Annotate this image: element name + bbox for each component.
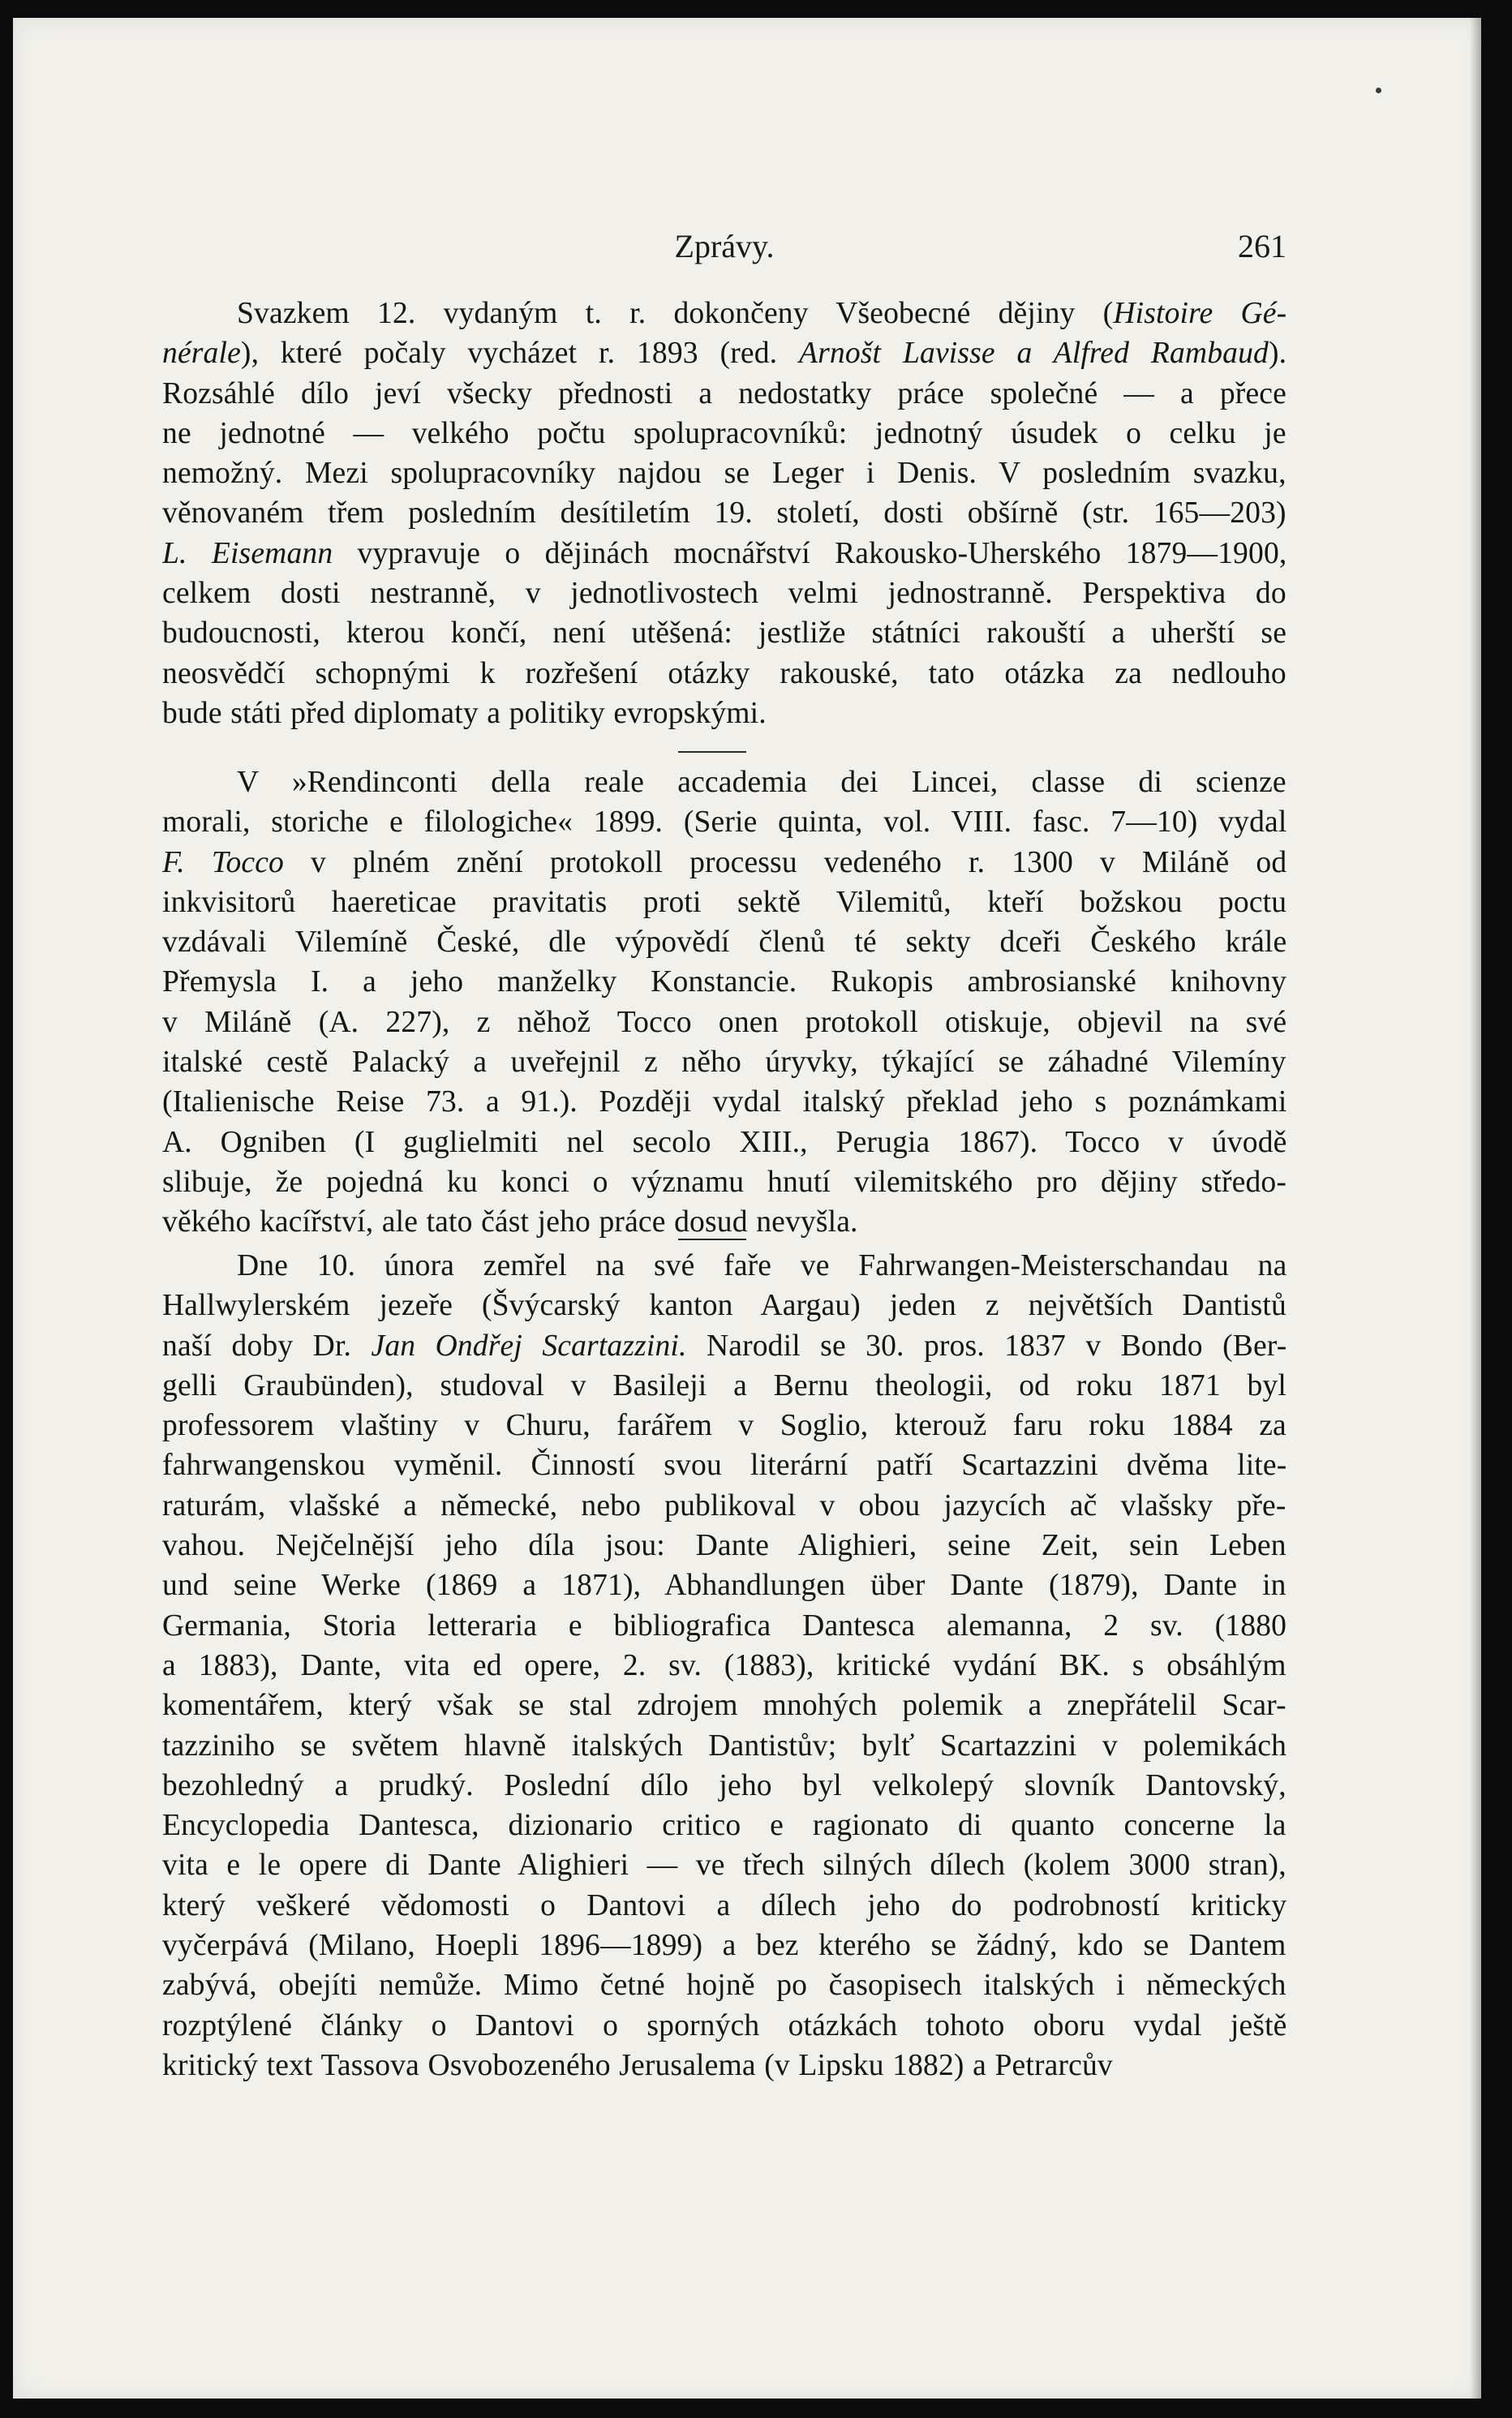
text-line [162,2006,1286,2046]
text-run: slibuje, že pojedná ku konci o významu hnutí vilemitského pro dějiny středo- [162,1165,1286,1199]
text-line [162,1926,1286,1965]
text-line [162,843,1286,883]
text-line [162,962,1286,1002]
text-line [162,1886,1286,1926]
text-line [162,1202,1286,1242]
text-run: Germania, Storia letteraria e bibliografica Dantesca alemanna, 2 sv. (1880 [162,1608,1286,1643]
text-run: budoucnosti, kterou končí, není utěšená: jestliže státníci rakouští a uherští se [162,616,1286,651]
text-run: kritický text Tassova Osvobozeného Jerusalema (v Lipsku 1882) a Petrarcův [162,2048,1113,2082]
text-run: ), které počaly vycházet r. 1893 (red. [240,337,800,371]
text-line [162,493,1286,533]
text-line [162,2046,1286,2085]
text-run: ). [1268,337,1286,371]
text-run: a 1883), Dante, vita ed opere, 2. sv. (1883), kritické vydání BK. s obsáhlým [162,1648,1286,1682]
text-run: Hallwylerském jezeře (Švýcarský kanton Aargau) jeden z největších Dantistů [162,1289,1286,1323]
text-line [162,1965,1286,2005]
paragraph-rendinconti-tocco [162,762,1286,1243]
text-line [162,1326,1286,1366]
text-line [162,1123,1286,1162]
italic-text-run: F. Tocco [162,845,284,879]
text-run: Narodil se 30. pros. 1837 v Bondo (Ber- [686,1329,1286,1363]
italic-text-run: nérale [162,337,241,371]
text-line [162,1445,1286,1485]
text-line [162,1366,1286,1406]
text-run: Dne 10. února zemřel na své faře ve Fahrwangen-Meisterschandau na [237,1249,1286,1282]
text-run: v Miláně (A. 227), z něhož Tocco onen protokoll otiskuje, objevil na své [162,1005,1286,1039]
text-line [162,922,1286,962]
text-line [162,1726,1286,1766]
text-line [162,694,1286,733]
text-run: v plném znění protokoll processu vedeného r. 1300 v Miláně od [283,845,1286,879]
text-run: inkvisitorů haereticae pravitatis proti sektě Vilemitů, kteří božskou poctu [162,885,1286,919]
text-line [162,1246,1286,1286]
text-run: V »Rendinconti della reale accademia dei Lincei, classe di scienze [237,766,1286,799]
text-line [162,1082,1286,1122]
text-line [162,374,1286,414]
text-line [162,1806,1286,1845]
text-run: vypravuje o dějinách mocnářství Rakousko-Uherského 1879—1900, [333,536,1286,570]
text-run: und seine Werke (1869 a 1871), Abhandlungen über Dante (1879), Dante in [162,1569,1286,1603]
text-run: Přemysla I. a jeho manželky Konstancie. Rukopis ambrosianské knihovny [162,965,1286,999]
text-run: vzdávali Vilemíně České, dle výpovědí členů té sekty dceři Českého krále [162,926,1286,960]
text-run: morali, storiche e filologiche« 1899. (Serie quinta, vol. VIII. fasc. 7—10) vydal [162,805,1286,840]
text-line [162,534,1286,573]
section-divider [678,1239,746,1240]
text-line [162,1686,1286,1725]
paragraph-scartazzini-obituary [162,1246,1286,2085]
text-run: raturám, vlašské a německé, nebo publikoval v obou jazycích ač vlašsky pře- [162,1488,1286,1523]
text-run: (Italienische Reise 73. a 91.). Později vydal italský překlad jeho s poznámkami [162,1085,1286,1119]
text-run: gelli Graubünden), studoval v Basileji a Bernu theologii, od roku 1871 byl [162,1368,1286,1402]
running-head [162,213,1286,277]
text-line [162,1766,1286,1806]
text-line [162,1003,1286,1042]
text-run: bezohledný a prudký. Poslední dílo jeho byl velkolepý slovník Dantovský, [162,1768,1286,1802]
text-line [162,1646,1286,1686]
text-run: tazziniho se světem hlavně italských Dantistův; bylť Scartazzini v polemikách [162,1729,1286,1763]
text-line [162,762,1286,802]
text-run: fahrwangenskou vyměnil. Činností svou literární patří Scartazzini dvěma lite- [162,1449,1286,1483]
text-run: bude státi před diplomaty a politiky evropskými. [162,696,767,730]
scanned-page [13,18,1481,2399]
text-line [162,294,1286,333]
page-number: 261 [1238,228,1286,264]
italic-text-run: Arnošt Lavisse a Alfred Rambaud [799,337,1269,371]
text-run: vahou. Nejčelnější jeho díla jsou: Dante Alighieri, seine Zeit, sein Leben [162,1529,1286,1563]
text-run: Rozsáhlé dílo jeví všecky přednosti a nedostatky práce společné — a přece [162,376,1286,410]
italic-text-run: Histoire Gé- [1113,297,1286,330]
text-run: věnovaném třem posledním desítiletím 19. století, dosti obšírně (str. 165—203) [162,496,1286,530]
text-line [162,1526,1286,1565]
text-line [162,1565,1286,1605]
text-line [162,333,1286,373]
italic-text-run: Jan Ondřej Scartazzini. [371,1329,687,1363]
page-edge-shadow [1470,18,1481,2399]
text-line [162,1042,1286,1082]
text-line [162,1486,1286,1526]
text-run: který veškeré vědomosti o Dantovi a dílech jeho do podrobností kriticky [162,1888,1286,1922]
text-line [162,802,1286,842]
running-title: Zprávy. [674,228,775,264]
text-run: komentářem, který však se stal zdrojem mnohých polemik a znepřátelil Scar- [162,1689,1286,1723]
text-run: italské cestě Palacký a uveřejnil z něho úryvky, týkající se záhadné Vilemíny [162,1046,1286,1080]
text-line [162,613,1286,653]
text-line [162,453,1286,493]
text-line [162,1845,1286,1885]
text-run: ne jednotné — velkého počtu spolupracovníků: jednotný úsudek o celku je [162,416,1286,450]
italic-text-run: L. Eisemann [162,536,333,570]
text-run: Svazkem 12. vydaným t. r. dokončeny Všeobecné dějiny ( [237,297,1114,330]
text-line [162,573,1286,613]
text-line [162,654,1286,694]
text-run: vyčerpává (Milano, Hoepli 1896—1899) a bez kterého se žádný, kdo se Dantem [162,1929,1286,1963]
text-run: neosvědčí schopnými k rozřešení otázky rakouské, tato otázka za nedlouho [162,656,1286,690]
scan-speck [1376,88,1381,93]
text-run: Encyclopedia Dantesca, dizionario critico e ragionato di quanto concerne la [162,1809,1286,1843]
text-run: rozptýlené články o Dantovi o sporných otázkách tohoto oboru vydal ještě [162,2008,1286,2042]
text-line [162,1606,1286,1646]
text-run: A. Ogniben (I guglielmiti nel secolo XIII., Perugia 1867). Tocco v úvodě [162,1125,1286,1159]
text-line [162,1406,1286,1445]
text-run: věkého kacířství, ale tato část jeho práce dosud nevyšla. [162,1205,858,1239]
text-line [162,1286,1286,1325]
paragraph-histoire-generale [162,294,1286,733]
text-run: professorem vlaštiny v Churu, farářem v Soglio, kterouž faru roku 1884 za [162,1409,1286,1443]
section-divider [678,751,746,753]
text-run: celkem dosti nestranně, v jednotlivostech velmi jednostranně. Perspektiva do [162,577,1286,611]
text-line [162,1162,1286,1202]
text-run: nemožný. Mezi spolupracovníky najdou se Leger i Denis. V posledním svazku, [162,457,1286,491]
text-run: naší doby Dr. [162,1329,372,1363]
text-run: vita e le opere di Dante Alighieri — ve třech silných dílech (kolem 3000 stran), [162,1849,1286,1883]
text-line [162,414,1286,453]
text-run: zabývá, obejíti nemůže. Mimo četné hojně po časopisech italských i německých [162,1969,1286,2003]
text-line [162,883,1286,922]
